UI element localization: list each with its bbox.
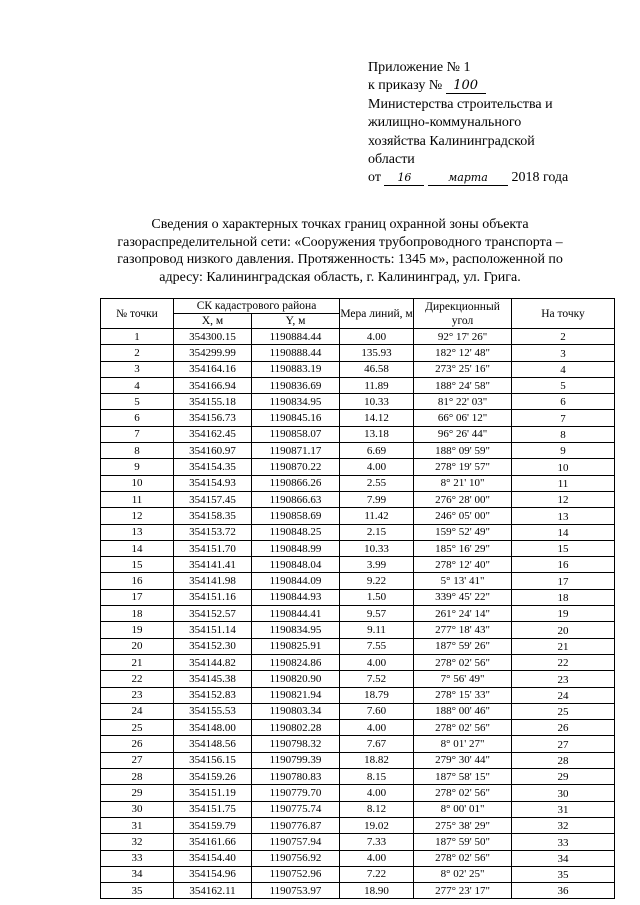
table-row [101,883,615,899]
x-cell: 354141.41 [174,557,252,573]
direction-cell: 278° 02' 56" [414,785,512,801]
point-no-cell: 17 [101,589,174,605]
x-cell: 354154.96 [174,866,252,882]
table-row [101,785,615,801]
direction-cell: 92° 17' 26" [414,329,512,345]
x-cell: 354166.94 [174,377,252,393]
direction-cell: 182° 12' 48" [414,345,512,361]
table-row [101,834,615,850]
length-cell: 4.00 [340,850,414,866]
length-cell: 9.22 [340,573,414,589]
length-cell: 6.69 [340,443,414,459]
to-point-cell: 13 [512,508,615,524]
to-point-cell: 36 [512,883,615,899]
table-row [101,606,615,622]
to-point-cell: 18 [512,589,615,605]
direction-cell: 277° 18' 43" [414,622,512,638]
table-row [101,345,615,361]
point-no-cell: 14 [101,540,174,556]
table-row [101,850,615,866]
y-cell: 1190752.96 [252,866,340,882]
point-no-cell: 25 [101,720,174,736]
table-row [101,377,615,393]
point-no-cell: 22 [101,671,174,687]
length-cell: 2.15 [340,524,414,540]
x-cell: 354162.45 [174,426,252,442]
direction-cell: 8° 01' 27" [414,736,512,752]
direction-cell: 278° 02' 56" [414,850,512,866]
heading-line-1: Сведения о характерных точках границ охранной зоны объекта [151,217,529,232]
x-cell: 354145.38 [174,671,252,687]
direction-cell: 185° 16' 29" [414,540,512,556]
to-point-cell: 7 [512,410,615,426]
table-row [101,410,615,426]
to-point-cell: 8 [512,426,615,442]
point-no-cell: 29 [101,785,174,801]
point-no-cell: 20 [101,638,174,654]
y-cell: 1190802.28 [252,720,340,736]
to-point-cell: 22 [512,654,615,670]
point-no-cell: 11 [101,491,174,507]
point-no-cell: 4 [101,377,174,393]
to-point-cell: 28 [512,752,615,768]
x-cell: 354151.16 [174,589,252,605]
length-cell: 10.33 [340,540,414,556]
point-no-cell: 35 [101,883,174,899]
to-point-cell: 16 [512,557,615,573]
table-row [101,557,615,573]
y-cell: 1190844.93 [252,589,340,605]
x-cell: 354144.82 [174,654,252,670]
y-cell: 1190845.16 [252,410,340,426]
to-point-cell: 6 [512,394,615,410]
date-day-handwritten: 16 [384,171,424,186]
to-point-cell: 20 [512,622,615,638]
y-cell: 1190775.74 [252,801,340,817]
y-cell: 1190776.87 [252,817,340,833]
table-row [101,589,615,605]
to-point-cell: 30 [512,785,615,801]
y-cell: 1190844.09 [252,573,340,589]
appendix-block [368,59,628,188]
to-point-cell: 31 [512,801,615,817]
length-cell: 7.99 [340,491,414,507]
direction-cell: 278° 15' 33" [414,687,512,703]
y-cell: 1190821.94 [252,687,340,703]
y-cell: 1190870.22 [252,459,340,475]
x-cell: 354154.35 [174,459,252,475]
length-cell: 4.00 [340,654,414,670]
header-direction: Дирекционный угол [414,299,512,329]
table-row [101,622,615,638]
date-prefix: от [368,170,381,186]
direction-cell: 246° 05' 00" [414,508,512,524]
table-row [101,671,615,687]
point-no-cell: 16 [101,573,174,589]
to-point-cell: 23 [512,671,615,687]
direction-cell: 66° 06' 12" [414,410,512,426]
y-cell: 1190780.83 [252,769,340,785]
date-month-handwritten: марта [428,171,508,186]
direction-cell: 276° 28' 00" [414,491,512,507]
direction-cell: 187° 58' 15" [414,769,512,785]
point-no-cell: 23 [101,687,174,703]
length-cell: 7.60 [340,703,414,719]
to-point-cell: 9 [512,443,615,459]
x-cell: 354152.83 [174,687,252,703]
y-cell: 1190756.92 [252,850,340,866]
table-row [101,459,615,475]
length-cell: 13.18 [340,426,414,442]
length-cell: 7.55 [340,638,414,654]
x-cell: 354151.19 [174,785,252,801]
point-no-cell: 8 [101,443,174,459]
table-row [101,638,615,654]
ministry-line-2: жилищно-коммунального [368,115,522,131]
x-cell: 354152.30 [174,638,252,654]
to-point-cell: 32 [512,817,615,833]
direction-cell: 261° 24' 14" [414,606,512,622]
table-row [101,654,615,670]
point-no-cell: 27 [101,752,174,768]
table-row [101,817,615,833]
order-date-line [368,169,628,187]
point-no-cell: 6 [101,410,174,426]
length-cell: 4.00 [340,785,414,801]
point-no-cell: 5 [101,394,174,410]
heading-line-4: адресу: Калининградская область, г. Калининград, ул. Грига. [159,269,521,285]
table-body [101,329,615,899]
to-point-cell: 25 [512,703,615,719]
table-row [101,703,615,719]
direction-cell: 81° 22' 03" [414,394,512,410]
x-cell: 354164.16 [174,361,252,377]
x-cell: 354151.70 [174,540,252,556]
y-cell: 1190848.04 [252,557,340,573]
point-no-cell: 33 [101,850,174,866]
header-cs-group: СК кадастрового района [174,299,340,314]
y-cell: 1190871.17 [252,443,340,459]
x-cell: 354148.00 [174,720,252,736]
direction-cell: 188° 24' 58" [414,377,512,393]
y-cell: 1190820.90 [252,671,340,687]
table-row [101,491,615,507]
point-no-cell: 1 [101,329,174,345]
length-cell: 8.15 [340,769,414,785]
length-cell: 18.90 [340,883,414,899]
table-row [101,573,615,589]
x-cell: 354155.18 [174,394,252,410]
point-no-cell: 31 [101,817,174,833]
direction-cell: 8° 02' 25" [414,866,512,882]
length-cell: 4.00 [340,329,414,345]
point-no-cell: 30 [101,801,174,817]
table-row [101,866,615,882]
direction-cell: 277° 23' 17" [414,883,512,899]
to-point-cell: 14 [512,524,615,540]
direction-cell: 278° 02' 56" [414,654,512,670]
to-point-cell: 11 [512,475,615,491]
y-cell: 1190858.07 [252,426,340,442]
length-cell: 10.33 [340,394,414,410]
y-cell: 1190866.63 [252,491,340,507]
table-row [101,475,615,491]
header-length: Мера линий, м [340,299,414,329]
to-point-cell: 5 [512,377,615,393]
direction-cell: 8° 21' 10" [414,475,512,491]
point-no-cell: 2 [101,345,174,361]
direction-cell: 159° 52' 49" [414,524,512,540]
to-point-cell: 29 [512,769,615,785]
x-cell: 354161.66 [174,834,252,850]
table-row [101,394,615,410]
x-cell: 354160.97 [174,443,252,459]
table-row [101,687,615,703]
table-row [101,524,615,540]
point-no-cell: 28 [101,769,174,785]
to-point-cell: 26 [512,720,615,736]
to-point-cell: 2 [512,329,615,345]
date-suffix: 2018 года [511,170,569,186]
length-cell: 14.12 [340,410,414,426]
to-point-cell: 10 [512,459,615,475]
x-cell: 354153.72 [174,524,252,540]
point-no-cell: 7 [101,426,174,442]
y-cell: 1190883.19 [252,361,340,377]
y-cell: 1190779.70 [252,785,340,801]
x-cell: 354156.73 [174,410,252,426]
direction-cell: 278° 19' 57" [414,459,512,475]
direction-cell: 279° 30' 44" [414,752,512,768]
x-cell: 354154.93 [174,475,252,491]
to-point-cell: 33 [512,834,615,850]
heading-line-2: газораспределительной сети: «Сооружения трубопроводного транспорта – [117,234,563,250]
point-no-cell: 34 [101,866,174,882]
point-no-cell: 19 [101,622,174,638]
point-no-cell: 13 [101,524,174,540]
to-point-cell: 19 [512,606,615,622]
point-no-cell: 9 [101,459,174,475]
table-row [101,426,615,442]
header-x: X, м [174,314,252,329]
table-row [101,769,615,785]
direction-cell: 96° 26' 44" [414,426,512,442]
direction-cell: 278° 12' 40" [414,557,512,573]
boundary-points-table [100,298,615,899]
length-cell: 18.82 [340,752,414,768]
length-cell: 4.00 [340,720,414,736]
length-cell: 11.89 [340,377,414,393]
direction-cell: 339° 45' 22" [414,589,512,605]
length-cell: 135.93 [340,345,414,361]
table-row [101,752,615,768]
direction-cell: 275° 38' 29" [414,817,512,833]
table-row [101,329,615,345]
direction-cell: 273° 25' 16" [414,361,512,377]
order-number-line [368,77,628,95]
x-cell: 354157.45 [174,491,252,507]
length-cell: 7.22 [340,866,414,882]
direction-cell: 188° 00' 46" [414,703,512,719]
to-point-cell: 15 [512,540,615,556]
to-point-cell: 34 [512,850,615,866]
length-cell: 9.57 [340,606,414,622]
table-row [101,508,615,524]
direction-cell: 187° 59' 50" [414,834,512,850]
x-cell: 354162.11 [174,883,252,899]
to-point-cell: 4 [512,361,615,377]
length-cell: 18.79 [340,687,414,703]
direction-cell: 7° 56' 49" [414,671,512,687]
x-cell: 354159.79 [174,817,252,833]
length-cell: 46.58 [340,361,414,377]
ministry-line-3: хозяйства Калининградской [368,133,535,149]
heading-line-3: газопровод низкого давления. Протяженность: 1345 м», расположенной по [117,252,563,267]
length-cell: 19.02 [340,817,414,833]
to-point-cell: 21 [512,638,615,654]
x-cell: 354155.53 [174,703,252,719]
point-no-cell: 24 [101,703,174,719]
point-no-cell: 15 [101,557,174,573]
to-point-cell: 35 [512,866,615,882]
point-no-cell: 18 [101,606,174,622]
y-cell: 1190836.69 [252,377,340,393]
length-cell: 11.42 [340,508,414,524]
direction-cell: 8° 00' 01" [414,801,512,817]
direction-cell: 188° 09' 59" [414,443,512,459]
y-cell: 1190848.99 [252,540,340,556]
point-no-cell: 32 [101,834,174,850]
x-cell: 354141.98 [174,573,252,589]
point-no-cell: 26 [101,736,174,752]
length-cell: 3.99 [340,557,414,573]
direction-cell: 187° 59' 26" [414,638,512,654]
y-cell: 1190834.95 [252,622,340,638]
table-row [101,361,615,377]
direction-cell: 5° 13' 41" [414,573,512,589]
document-heading [100,216,580,286]
y-cell: 1190848.25 [252,524,340,540]
length-cell: 7.52 [340,671,414,687]
table-row [101,801,615,817]
table-row [101,443,615,459]
appendix-title: Приложение № 1 [368,60,471,75]
table-row [101,736,615,752]
to-point-cell: 17 [512,573,615,589]
ministry-line-4: области [368,152,415,168]
point-no-cell: 3 [101,361,174,377]
header-y: Y, м [252,314,340,329]
table-row [101,720,615,736]
order-prefix: к приказу № [368,78,443,94]
y-cell: 1190757.94 [252,834,340,850]
length-cell: 9.11 [340,622,414,638]
x-cell: 354151.75 [174,801,252,817]
direction-cell: 278° 02' 56" [414,720,512,736]
to-point-cell: 27 [512,736,615,752]
y-cell: 1190824.86 [252,654,340,670]
y-cell: 1190803.34 [252,703,340,719]
length-cell: 2.55 [340,475,414,491]
header-to-point: На точку [512,299,615,329]
x-cell: 354159.26 [174,769,252,785]
y-cell: 1190798.32 [252,736,340,752]
y-cell: 1190799.39 [252,752,340,768]
y-cell: 1190866.26 [252,475,340,491]
x-cell: 354154.40 [174,850,252,866]
y-cell: 1190834.95 [252,394,340,410]
y-cell: 1190753.97 [252,883,340,899]
y-cell: 1190844.41 [252,606,340,622]
to-point-cell: 3 [512,345,615,361]
x-cell: 354156.15 [174,752,252,768]
y-cell: 1190884.44 [252,329,340,345]
length-cell: 7.67 [340,736,414,752]
order-number-handwritten: 100 [446,79,486,94]
y-cell: 1190825.91 [252,638,340,654]
length-cell: 1.50 [340,589,414,605]
y-cell: 1190888.44 [252,345,340,361]
length-cell: 7.33 [340,834,414,850]
header-point-no: № точки [101,299,174,329]
ministry-line-1: Министерства строительства и [368,96,553,112]
x-cell: 354300.15 [174,329,252,345]
x-cell: 354299.99 [174,345,252,361]
length-cell: 8.12 [340,801,414,817]
to-point-cell: 12 [512,491,615,507]
x-cell: 354148.56 [174,736,252,752]
length-cell: 4.00 [340,459,414,475]
point-no-cell: 21 [101,654,174,670]
table-row [101,540,615,556]
point-no-cell: 10 [101,475,174,491]
x-cell: 354151.14 [174,622,252,638]
to-point-cell: 24 [512,687,615,703]
x-cell: 354158.35 [174,508,252,524]
y-cell: 1190858.69 [252,508,340,524]
point-no-cell: 12 [101,508,174,524]
x-cell: 354152.57 [174,606,252,622]
